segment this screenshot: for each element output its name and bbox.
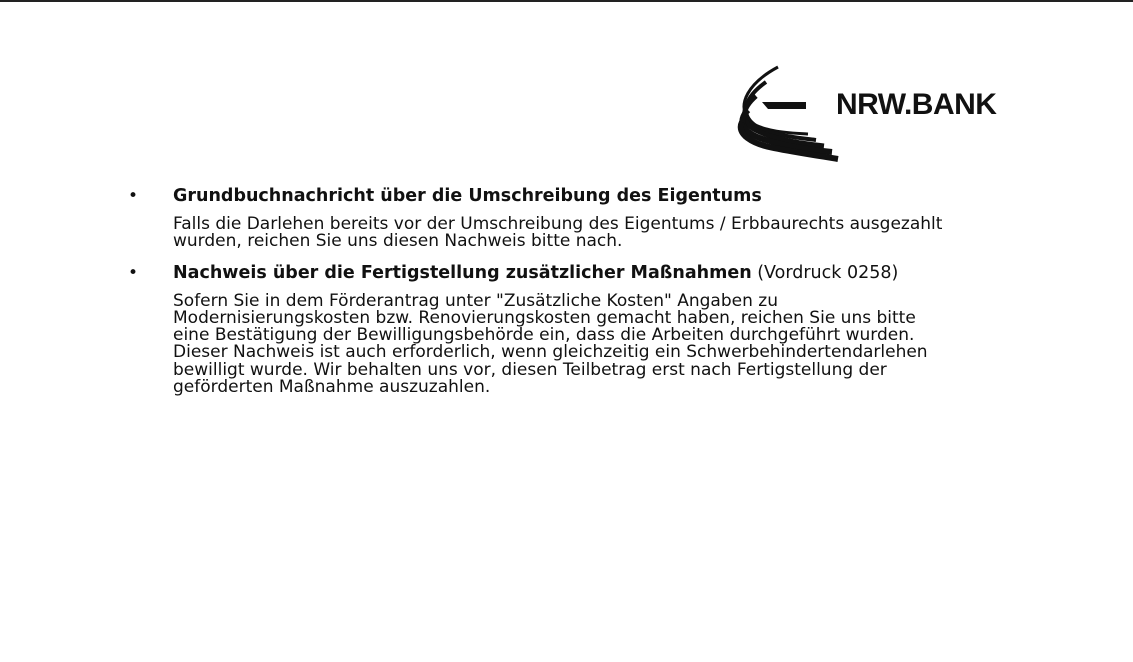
nrw-bank-logo: [730, 64, 1030, 164]
item-title-bold: Nachweis über die Fertigstellung zusätzlicher Maßnahmen: [173, 262, 752, 283]
list-item: [128, 184, 1048, 251]
bullet: •: [128, 262, 139, 283]
bullet: •: [128, 186, 139, 206]
logo-wordmark: NRW.BANK: [836, 88, 997, 121]
nrw-bank-swoosh-icon: [730, 64, 842, 164]
item-title-bold: Grundbuchnachricht über die Umschreibung des Eigentums: [173, 186, 762, 206]
top-border: [0, 0, 1133, 2]
list-item: [128, 261, 1048, 397]
item-title: [173, 184, 1048, 208]
document-body: [128, 184, 1048, 396]
item-body: Falls die Darlehen bereits vor der Umschreibung des Eigentums / Erbbaurechts ausgezahlt wurden, reichen Sie uns diesen Nachweis bitte nach.: [173, 214, 943, 252]
item-title-suffix: (Vordruck 0258): [751, 262, 899, 283]
item-body: Sofern Sie in dem Förderantrag unter "Zusätzliche Kosten" Angaben zu Modernisierungskosten bzw. Renovierungskosten gemacht haben, reichen Sie uns bitte eine Bestätigung der Bewilligungsbehörde ein, dass die Arbeiten durchgeführt wurden. Dieser Nachweis ist auch erforderlich, wenn gleichzeitig ein Schwerbehindertendarlehen bewilligt wurde. Wir behalten uns vor, diesen Teilbetrag erst nach Fertigstellung der geförderten Maßnahme auszuzahlen.: [173, 290, 928, 398]
item-title: [173, 261, 1048, 285]
